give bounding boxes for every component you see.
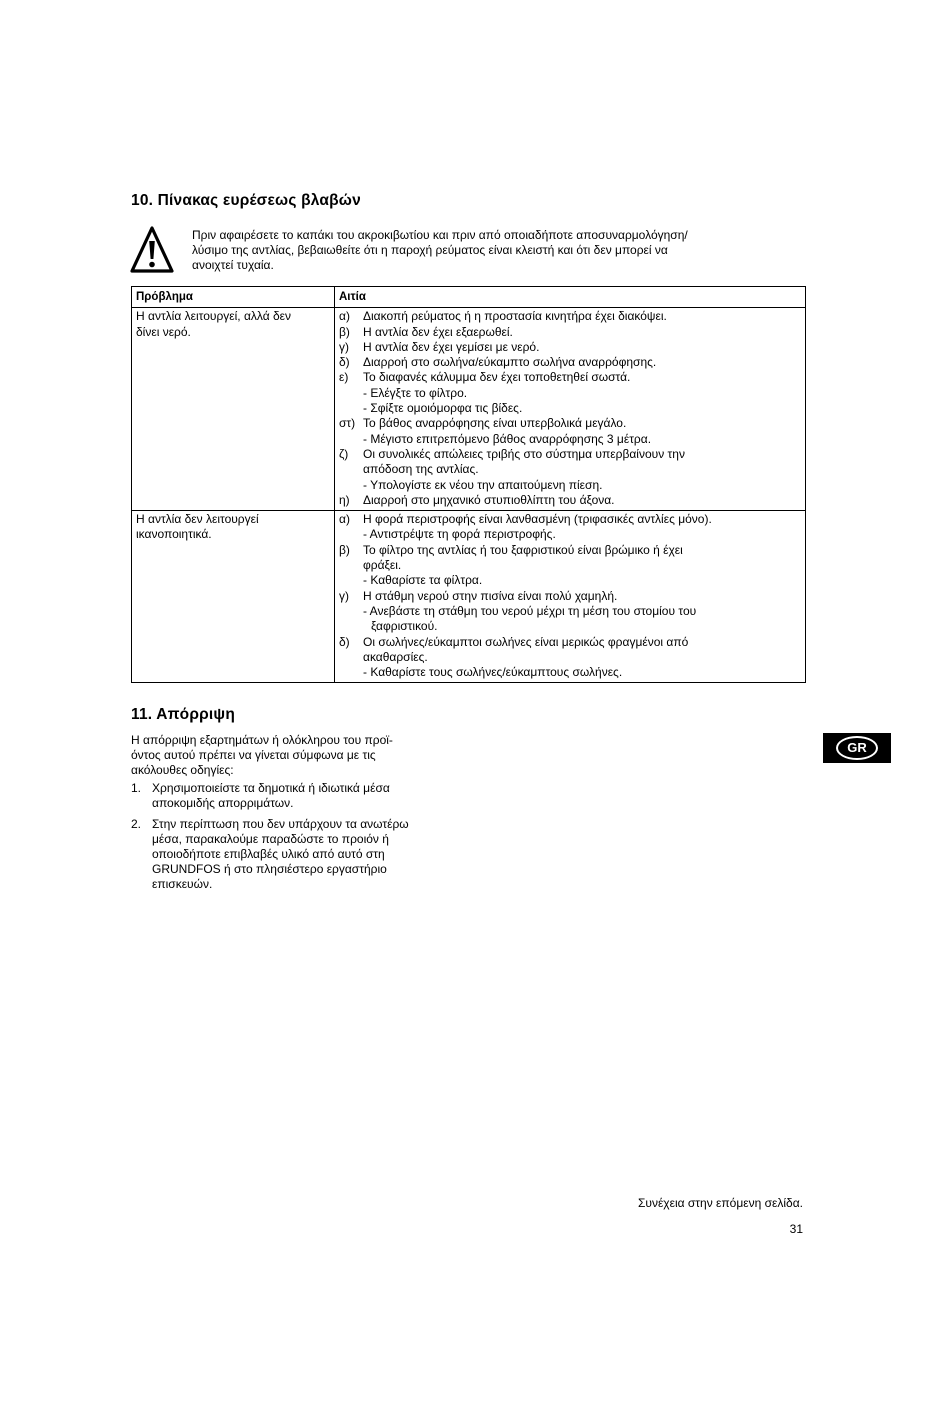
cause-label: α) (339, 512, 350, 527)
cause-label: β) (339, 542, 350, 557)
cause-item (339, 340, 801, 355)
cause-item (339, 355, 801, 370)
cause-item (339, 543, 801, 574)
cause-item (339, 635, 801, 666)
cause-line: απόδοση της αντλίας. (363, 462, 479, 477)
cause-line: Το βάθος αναρρόφησης είναι υπερβολικά μεγάλο. (363, 416, 627, 431)
problem-line: Η αντλία λειτουργεί, αλλά δεν (136, 309, 292, 324)
section-10-title: 10. Πίνακας ευρέσεως βλαβών (131, 192, 361, 209)
table-header-row (132, 287, 806, 308)
item-line: Στην περίπτωση που δεν υπάρχουν τα ανωτέρω (152, 817, 409, 831)
item-line: Χρησιμοποιείστε τα δημοτικά ή ιδιωτικά μέσα (152, 781, 390, 795)
cause-label: στ) (339, 416, 356, 431)
remedy-line: - Σφίξτε ομοιόμορφα τις βίδες. (363, 401, 523, 416)
cause-item (339, 512, 801, 527)
cause-label: γ) (339, 588, 349, 603)
cause-line: Η αντλία δεν έχει γεμίσει με νερό. (363, 339, 540, 354)
cause-line: φράξει. (363, 558, 402, 573)
cause-line: Η αντλία δεν έχει εξαερωθεί. (363, 324, 513, 339)
intro-line: ακόλουθες οδηγίες: (131, 763, 234, 777)
cause-label: η) (339, 492, 350, 507)
cause-label: α) (339, 309, 350, 324)
table-row (132, 308, 806, 511)
disposal-list (131, 781, 461, 898)
cause-cell (335, 511, 806, 683)
language-badge-label: GR (836, 736, 878, 760)
problem-cell (132, 511, 335, 683)
cause-item (339, 589, 801, 604)
cause-item (339, 370, 801, 385)
cause-item (339, 416, 801, 431)
remedy-line: - Υπολογίστε εκ νέου την απαιτούμενη πίεση. (363, 477, 603, 492)
cause-line: Οι σωλήνες/εύκαμπτοι σωλήνες είναι μερικώς φραγμένοι από (363, 634, 689, 649)
item-line: οποιοδήποτε επιβλαβές υλικό από αυτό στη (152, 847, 385, 861)
cause-line: Το διαφανές κάλυμμα δεν έχει τοποθετηθεί σωστά. (363, 370, 631, 385)
section-11-title: 11. Απόρριψη (131, 706, 235, 723)
item-line: αποκομιδής απορριμάτων. (152, 796, 294, 810)
remedy-line: - Μέγιστο επιτρεπόμενο βάθος αναρρόφησης 3 μέτρα. (363, 431, 652, 446)
problem-cell (132, 308, 335, 511)
header-problem: Πρόβλημα (132, 287, 335, 308)
disposal-intro (131, 733, 451, 778)
item-line: επισκευών. (152, 877, 213, 891)
warning-line: Πριν αφαιρέσετε το καπάκι του ακροκιβωτίου και πριν από οποιαδήποτε αποσυναρμολόγηση/ (192, 228, 688, 242)
problem-line: Η αντλία δεν λειτουργεί (136, 512, 259, 527)
list-item (131, 817, 461, 892)
warning-icon (130, 226, 174, 274)
troubleshooting-table (131, 286, 806, 683)
cause-line: Διαρροή στο σωλήνα/εύκαμπτο σωλήνα αναρρόφησης. (363, 355, 657, 370)
cause-line: Το φίλτρο της αντλίας ή του ξαφριστικού είναι βρώμικο ή έχει (363, 542, 683, 557)
intro-line: όντος αυτού πρέπει να γίνεται σύμφωνα με τις (131, 748, 376, 762)
cause-item (339, 309, 801, 324)
cause-item (339, 447, 801, 478)
cause-line: Διαρροή στο μηχανικό στυπιοθλίπτη του άξονα. (363, 492, 615, 507)
item-number: 1. (131, 781, 142, 795)
cause-cell (335, 308, 806, 511)
warning-text (192, 228, 802, 273)
cause-line: Η στάθμη νερού στην πισίνα είναι πολύ χαμηλή. (363, 588, 618, 603)
problem-line: ικανοποιητικά. (136, 527, 212, 542)
item-line: GRUNDFOS ή στο πλησιέστερο εργαστήριο (152, 862, 387, 876)
cause-label: ζ) (339, 446, 349, 461)
language-badge (823, 733, 891, 763)
cause-item (339, 325, 801, 340)
header-cause: Αιτία (335, 287, 806, 308)
remedy-line: - Ανεβάστε τη στάθμη του νερού μέχρι τη μέση του στομίου του (363, 603, 697, 618)
cause-label: γ) (339, 339, 349, 354)
remedy-line: - Αντιστρέψτε τη φορά περιστροφής. (363, 527, 556, 542)
cause-item (339, 493, 801, 508)
item-number: 2. (131, 817, 142, 831)
table-row (132, 511, 806, 683)
cause-line: Η φορά περιστροφής είναι λανθασμένη (τριφασικές αντλίες μόνο). (363, 512, 712, 527)
remedy-line: - Καθαρίστε τους σωλήνες/εύκαμπτους σωλήνες. (363, 665, 623, 680)
cause-label: δ) (339, 355, 350, 370)
cause-line: ακαθαρσίες. (363, 649, 428, 664)
problem-line: δίνει νερό. (136, 324, 191, 339)
cause-label: β) (339, 324, 350, 339)
warning-line: ανοιχτεί τυχαία. (192, 258, 274, 272)
warning-line: λύσιμο της αντλίας, βεβαιωθείτε ότι η παροχή ρεύματος είναι κλειστή και ότι δεν μπορεί να (192, 243, 668, 257)
cause-label: ε) (339, 370, 349, 385)
item-line: μέσα, παρακαλούμε παραδώστε το προιόν ή (152, 832, 389, 846)
cause-line: Οι συνολικές απώλειες τριβής στο σύστημα υπερβαίνουν την (363, 446, 685, 461)
remedy-line: ξαφριστικού. (371, 619, 438, 634)
continued-note: Συνέχεια στην επόμενη σελίδα. (637, 1196, 803, 1210)
list-item (131, 781, 461, 811)
intro-line: Η απόρριψη εξαρτημάτων ή ολόκληρου του προϊ- (131, 733, 393, 747)
cause-line: Διακοπή ρεύματος ή η προστασία κινητήρα έχει διακόψει. (363, 309, 667, 324)
page-number: 31 (789, 1222, 803, 1236)
remedy-line: - Καθαρίστε τα φίλτρα. (363, 573, 483, 588)
remedy-line: - Ελέγξτε το φίλτρο. (363, 385, 468, 400)
cause-label: δ) (339, 634, 350, 649)
